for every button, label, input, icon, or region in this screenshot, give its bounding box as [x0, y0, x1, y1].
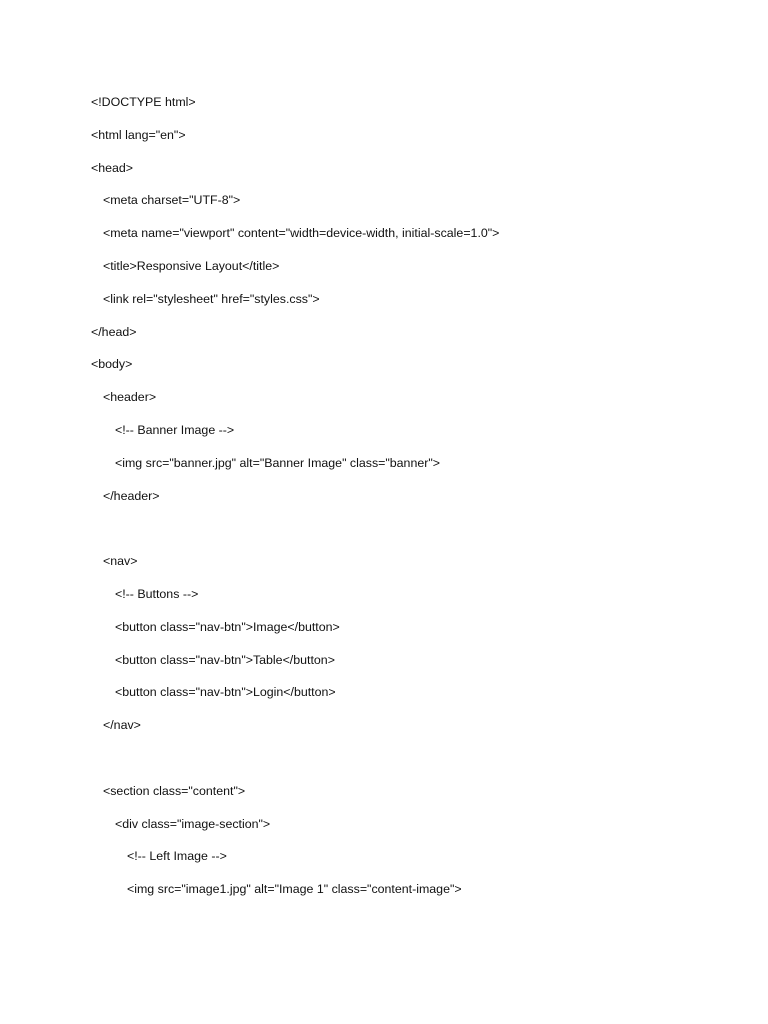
- code-line: <button class="nav-btn">Image</button>: [115, 619, 340, 634]
- code-line: <button class="nav-btn">Table</button>: [115, 652, 335, 667]
- code-line: <header>: [103, 390, 157, 405]
- code-line: <!-- Buttons -->: [115, 586, 199, 601]
- code-line: </head>: [91, 324, 137, 339]
- code-line: <body>: [91, 357, 133, 372]
- code-line: <meta charset="UTF-8">: [103, 193, 241, 208]
- code-line: <head>: [91, 160, 134, 175]
- code-listing: [91, 92, 731, 912]
- blank-line: [91, 518, 731, 551]
- blank-line: [91, 748, 731, 781]
- code-line: <section class="content">: [103, 783, 246, 798]
- code-line: <button class="nav-btn">Login</button>: [115, 685, 336, 700]
- code-line: <html lang="en">: [91, 127, 186, 142]
- code-line: <img src="banner.jpg" alt="Banner Image" class="banner">: [115, 455, 440, 470]
- code-line: <meta name="viewport" content="width=device-width, initial-scale=1.0">: [103, 226, 500, 241]
- code-line: <!DOCTYPE html>: [91, 95, 196, 109]
- code-line: <!-- Left Image -->: [127, 849, 227, 864]
- code-line: <title>Responsive Layout</title>: [103, 258, 280, 273]
- code-line: <nav>: [103, 554, 138, 569]
- code-line: </header>: [103, 488, 160, 503]
- code-line: <!-- Banner Image -->: [115, 422, 235, 437]
- code-line: <link rel="stylesheet" href="styles.css">: [103, 291, 320, 306]
- code-line: <img src="image1.jpg" alt="Image 1" class="content-image">: [127, 882, 462, 897]
- code-line: </nav>: [103, 718, 141, 733]
- code-line: <div class="image-section">: [115, 816, 271, 831]
